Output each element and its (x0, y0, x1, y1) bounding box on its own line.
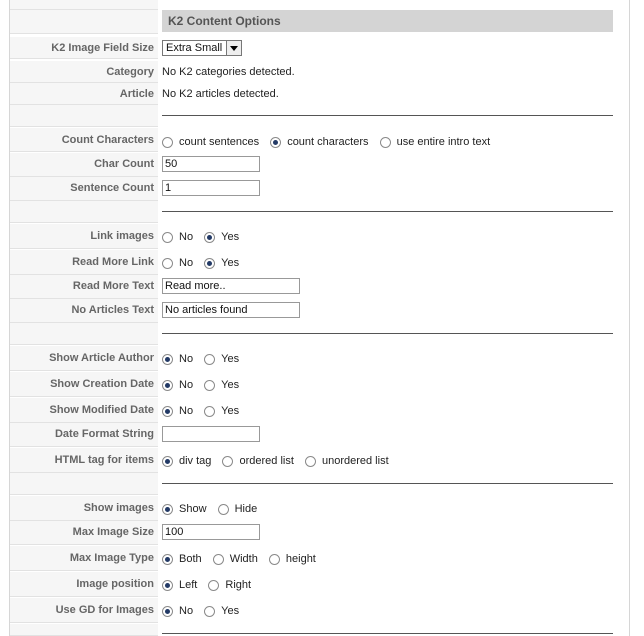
row-link-images (10, 224, 617, 249)
link-images-no[interactable]: No (162, 225, 193, 250)
show-images-hide[interactable]: Hide (218, 497, 258, 522)
empty-row (10, 105, 617, 127)
radio-icon[interactable] (162, 232, 173, 243)
category-value: No K2 categories detected. (162, 66, 295, 78)
label-read-more-text: Read More Text (10, 275, 158, 299)
position-left[interactable]: Left (162, 573, 197, 598)
row-no-articles-text (10, 299, 617, 323)
author-yes[interactable]: Yes (204, 347, 239, 372)
html-tag-unordered[interactable]: unordered list (305, 449, 389, 474)
radio-selected-icon[interactable] (162, 380, 173, 391)
separator (162, 483, 613, 484)
link-images-yes[interactable]: Yes (204, 225, 239, 250)
row-show-modified-date (10, 398, 617, 423)
empty-row (10, 201, 617, 223)
radio-icon[interactable] (204, 606, 215, 617)
radio-selected-icon[interactable] (270, 137, 281, 148)
char-count-input[interactable] (162, 156, 260, 172)
row-show-creation-date (10, 372, 617, 397)
row-read-more-link (10, 250, 617, 275)
radio-selected-icon[interactable] (162, 406, 173, 417)
label-image-field-size: K2 Image Field Size (10, 37, 158, 59)
read-more-text-input[interactable] (162, 278, 300, 294)
use-gd-no[interactable]: No (162, 599, 193, 624)
read-more-link-yes[interactable]: Yes (204, 251, 239, 276)
row-use-gd (10, 598, 617, 623)
image-field-size-select[interactable] (162, 40, 242, 56)
label-html-tag: HTML tag for items (10, 448, 158, 473)
label-no-articles-text: No Articles Text (10, 299, 158, 323)
image-type-height[interactable]: height (269, 547, 316, 572)
label-show-modified-date: Show Modified Date (10, 398, 158, 423)
row-image-position (10, 572, 617, 597)
row-max-image-size (10, 521, 617, 545)
label-read-more-link: Read More Link (10, 250, 158, 275)
chevron-down-icon[interactable] (226, 41, 241, 55)
label-max-image-size: Max Image Size (10, 521, 158, 545)
row-article (10, 83, 617, 105)
radio-selected-icon[interactable] (162, 580, 173, 591)
empty-row (10, 323, 617, 345)
row-show-article-author (10, 346, 617, 371)
radio-selected-icon[interactable] (162, 606, 173, 617)
radio-icon[interactable] (380, 137, 391, 148)
radio-selected-icon[interactable] (204, 232, 215, 243)
no-articles-text-input[interactable] (162, 302, 300, 318)
creation-no[interactable]: No (162, 373, 193, 398)
max-image-size-input[interactable] (162, 524, 260, 540)
radio-selected-icon[interactable] (162, 456, 173, 467)
option-count-characters[interactable]: count characters (270, 130, 368, 154)
option-count-sentences[interactable]: count sentences (162, 130, 259, 154)
row-sentence-count (10, 177, 617, 201)
row-html-tag (10, 448, 617, 473)
label-article: Article (10, 83, 158, 105)
label-show-images: Show images (10, 496, 158, 521)
row-show-images (10, 496, 617, 521)
label-use-gd: Use GD for Images (10, 598, 158, 623)
row-date-format-string (10, 423, 617, 447)
image-field-size-value: Extra Small (166, 42, 223, 54)
html-tag-div[interactable]: div tag (162, 449, 211, 474)
separator (162, 211, 613, 212)
empty-row (10, 0, 617, 10)
author-no[interactable]: No (162, 347, 193, 372)
separator (162, 633, 613, 634)
radio-icon[interactable] (162, 258, 173, 269)
position-right[interactable]: Right (208, 573, 251, 598)
read-more-link-no[interactable]: No (162, 251, 193, 276)
radio-icon[interactable] (213, 554, 224, 565)
radio-icon[interactable] (269, 554, 280, 565)
radio-icon[interactable] (218, 504, 229, 515)
use-gd-yes[interactable]: Yes (204, 599, 239, 624)
separator (162, 333, 613, 334)
radio-icon[interactable] (222, 456, 233, 467)
label-char-count: Char Count (10, 153, 158, 177)
row-image-field-size (10, 37, 617, 59)
image-type-width[interactable]: Width (213, 547, 258, 572)
radio-icon[interactable] (305, 456, 316, 467)
row-count-characters (10, 128, 617, 152)
row-category (10, 61, 617, 83)
modified-no[interactable]: No (162, 399, 193, 424)
radio-icon[interactable] (204, 406, 215, 417)
label-link-images: Link images (10, 224, 158, 249)
empty-row (10, 624, 617, 636)
creation-yes[interactable]: Yes (204, 373, 239, 398)
label-category: Category (10, 61, 158, 83)
section-header: K2 Content Options (162, 10, 613, 32)
modified-yes[interactable]: Yes (204, 399, 239, 424)
date-format-input[interactable] (162, 426, 260, 442)
article-value: No K2 articles detected. (162, 88, 279, 100)
radio-icon[interactable] (204, 354, 215, 365)
option-entire-intro[interactable]: use entire intro text (380, 130, 491, 154)
label-show-creation-date: Show Creation Date (10, 372, 158, 397)
label-image-position: Image position (10, 572, 158, 597)
radio-icon[interactable] (204, 380, 215, 391)
radio-selected-icon[interactable] (162, 504, 173, 515)
row-read-more-text (10, 275, 617, 299)
separator (162, 115, 613, 116)
label-show-article-author: Show Article Author (10, 346, 158, 371)
image-type-both[interactable]: Both (162, 547, 202, 572)
row-char-count (10, 153, 617, 177)
label-count-characters: Count Characters (10, 128, 158, 152)
empty-row (10, 473, 617, 495)
show-images-show[interactable]: Show (162, 497, 207, 522)
label-date-format-string: Date Format String (10, 423, 158, 447)
html-tag-ordered[interactable]: ordered list (222, 449, 293, 474)
radio-selected-icon[interactable] (204, 258, 215, 269)
radio-selected-icon[interactable] (162, 354, 173, 365)
radio-icon[interactable] (162, 137, 173, 148)
label-max-image-type: Max Image Type (10, 546, 158, 571)
sentence-count-input[interactable] (162, 180, 260, 196)
radio-selected-icon[interactable] (162, 554, 173, 565)
label-sentence-count: Sentence Count (10, 177, 158, 201)
radio-icon[interactable] (208, 580, 219, 591)
row-max-image-type (10, 546, 617, 571)
